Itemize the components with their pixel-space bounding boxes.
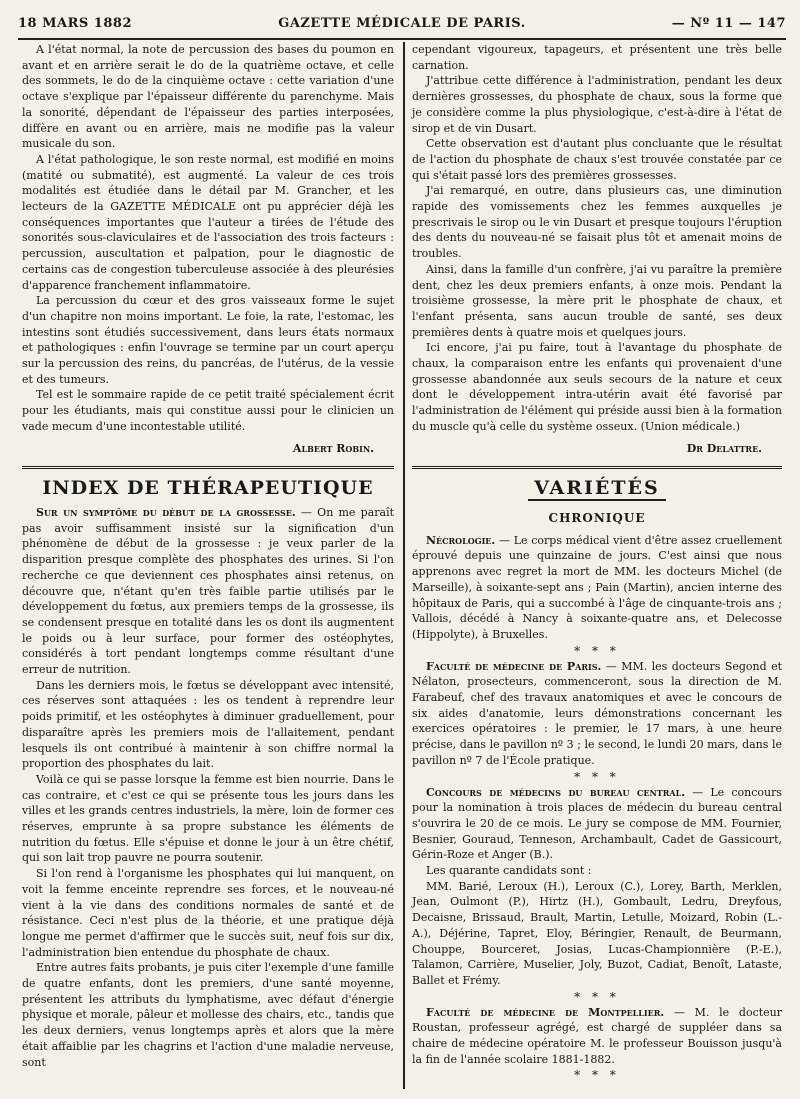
paragraph: La percussion du cœur et des gros vaisseaux forme le sujet d'un chapitre non moins important. Le foie, la rate, l'estomac, les intestins sont étudiés successivement, dans leurs états normaux et pathologiques : enfin l'ouvrage se termine par un court aperçu sur la percussion des reins, du pancréas, de l'utérus, de la vessie et des tumeurs. bbox=[22, 294, 394, 386]
item-text: — MM. les docteurs Segond et Nélaton, prosecteurs, commenceront, sous la direction de M. Farabeuf, chef des travaux anatomiques et avec le concours de six aides d'anatomie, leurs démonstrations concernant les exercices opératoires : le premier, le 17 mars, à une heure précise, dans le pavillon nº 3 ; le second, le lundi 20 mars, dans le pavillon nº 7 de l'École pratique. bbox=[412, 659, 783, 767]
varietes-heading bbox=[412, 477, 782, 501]
news-item bbox=[412, 785, 782, 864]
review-article bbox=[22, 42, 394, 456]
news-item bbox=[412, 533, 782, 643]
paragraph: J'ai remarqué, en outre, dans plusieurs cas, une diminution rapide des vomissements chez les femmes auxquelles je prescrivais le sirop ou le vin Dusart et presque toujours l'éruption des dents du nouveau-né se faisait plus tôt et amenait moins de troubles. bbox=[412, 184, 782, 261]
paragraph: Si l'on rend à l'organisme les phosphates qui lui manquent, on voit la femme enceinte reprendre ses forces, et le nouveau-né vient à la vie dans des conditions normales de santé et de résistance. Ceci n'est plus de la théorie, et une pratique déjà longue me permet d'affirmer que le succès suit, neuf fois sur dix, l'administration bien entendue du phosphate de chaux. bbox=[22, 867, 394, 959]
paragraph: Les quarante candidats sont : bbox=[426, 864, 592, 878]
paragraph: A l'état pathologique, le son reste normal, est modifié en moins (matité ou submatité), est augmenté. La valeur de ces trois modalités est étudiée dans le détail par M. Grancher, et les lecteurs de la GAZETTE MÉDICALE ont pu apprécier déjà les conséquences importantes que l'auteur a tirées de l'étude des sonorités sous-claviculaires et de l'association des trois facteurs : percussion, auscultation et palpation, pour le diagnostic de certains cas de congestion tuberculeuse associée à des pleurésies d'apparence franchement inflammatoire. bbox=[22, 152, 394, 292]
item-text: — Le corps médical vient d'être assez cruellement éprouvé depuis une quinzaine de jours. C'est ainsi que nous apprenons avec regret la mort de MM. les docteurs Michel (de Marseille), à soixante-sept ans ; Pain (Martin), ancien interne des hôpitaux de Paris, qui a succombé à l'âge de cinquante-trois ans ; Vallois, décédé à Nancy à soixante-quatre ans, et Delecosse (Hippolyte), à Bruxelles. bbox=[412, 533, 782, 641]
paragraph bbox=[22, 505, 394, 678]
paragraph: Voilà ce qui se passe lorsque la femme est bien nourrie. Dans le cas contraire, et c'est ce qui se présente tous les jours dans les villes et les grands centres industriels, la mère, loin de former ces réserves, emprunte à sa propre substance les éléments de nutrition du fœtus. Elle s'épuise et donne le jour à un être chétif, qui son lait trop pauvre ne pourra soutenir. bbox=[22, 772, 394, 865]
paragraph: J'attribue cette différence à l'administration, pendant les deux dernières grossesses, du phosphate de chaux, sous la forme que je considère comme la plus physiologique, c'est-à-dire à l'état de sirop et de vin Dusart. bbox=[412, 74, 782, 135]
header-issue: — Nº 11 — 147 bbox=[671, 16, 786, 31]
paragraph: MM. Barié, Leroux (H.), Leroux (C.), Lorey, Barth, Merklen, Jean, Oulmont (P.), Hirtz (H.), Gombault, Ledru, Dreyfous, Decaisne, Brissaud, Brault, Martin, Letulle, Moizard, Robin (L.-A.), Déjérine, Tapret, Eloy, Béringier, Renault, de Beurmann, Chouppe, Bourceret, Josias, Lucas-Championnière (P.-E.), Talamon, Carrière, Muselier, Joly, Buzot, Cadiat, Benoît, Lataste, Ballet et Frémy. bbox=[412, 879, 782, 987]
paragraph: A l'état normal, la note de percussion des bases du poumon en avant et en arrière serait le do de la quatrième octave, et celle des sommets, le do de la cinquième octave : cette variation d'une octave s'explique par l'épaisseur différente du parenchyme. Mais la sonorité, dépendant de l'épaisseur des parties interposées, diffère en avant ou en arrière, mais ne modifie pas la valeur musicale du son. bbox=[22, 43, 394, 151]
section-title: INDEX DE THÉRAPEUTIQUE bbox=[42, 477, 374, 500]
header-date: 18 MARS 1882 bbox=[18, 16, 132, 31]
signature: Albert Robin. bbox=[292, 441, 374, 455]
varietes-section bbox=[412, 477, 783, 1083]
news-item bbox=[412, 659, 782, 769]
paragraph: Entre autres faits probants, je puis citer l'exemple d'une famille de quatre enfants, dont les premiers, d'une santé moyenne, présentent les attributs du lymphatisme, avec défaut d'énergie physique et morale, pâleur et mollesse des chairs, etc., tandis que les deux derniers, venus longtemps après et alors que la mère était affaiblie par les chagrins et l'action d'une maladie nerveuse, sont bbox=[22, 961, 394, 1069]
item-label: Faculté de médecine de Montpellier. bbox=[426, 1005, 665, 1019]
section-divider bbox=[412, 466, 782, 469]
paragraph: Ici encore, j'ai pu faire, tout à l'avantage du phosphate de chaux, la comparaison entre les enfants qui provenaient d'une grossesse abandonnée aux seuls secours de la nature et ceux dont le développement intra-utérin avait été favorisé par l'administration de l'élément qui préside aussi bien à la formation du muscle qu'à celle du système osseux. (Union médicale.) bbox=[412, 341, 782, 433]
lead-label: Sur un symptôme du début de la grossesse. bbox=[36, 505, 296, 519]
header-title: GAZETTE MÉDICALE DE PARIS. bbox=[278, 16, 526, 31]
continued-article bbox=[412, 42, 782, 456]
index-section bbox=[22, 477, 395, 1070]
section-title: VARIÉTÉS bbox=[528, 481, 666, 501]
paragraph: Tel est le sommaire rapide de ce petit traité spécialement écrit pour les étudiants, mais qui constitue aussi pour le clinicien un vade mecum d'une incontestable utilité. bbox=[22, 388, 394, 433]
item-label: Nécrologie. bbox=[426, 533, 496, 547]
paragraph: cependant vigoureux, tapageurs, et présentent une très belle carnation. bbox=[412, 43, 782, 72]
paragraph: Ainsi, dans la famille d'un confrère, j'ai vu paraître la première dent, chez les deux premiers enfants, à onze mois. Pendant la troisième grossesse, la mère prit le phosphate de chaux, et l'enfant présenta, sans aucun trouble de santé, ses deux premières dents à quatre mois et quelques jours. bbox=[412, 262, 782, 339]
signature: Dr Delattre. bbox=[686, 441, 762, 455]
left-column bbox=[22, 42, 394, 1070]
paragraph-text: — On me paraît pas avoir suffisamment insisté sur la signification d'un phénomène de début de la grossesse : je veux parler de la disparition presque complète des phosphates des urines. Si l'on recherche ce que deviennent ces phosphates ainsi retenus, on découvre que, n'étant qu'en très faible partie utilisés par le développement du fœtus, aux premiers temps de la grossesse, ils se condensent presque en totalité dans les os dont ils augmentent le poids ou à leur surface, pour former des ostéophytes, considérés à tort pendant longtemps comme résultant d'une erreur de nutrition. bbox=[22, 505, 395, 677]
item-text: — M. le docteur Roustan, professeur agrégé, est chargé de suppléer dans sa chaire de médecine opératoire M. le professeur Bouisson jusqu'à la fin de l'année scolaire 1881-1882. bbox=[412, 1005, 782, 1066]
news-item bbox=[412, 1005, 782, 1068]
column-divider bbox=[403, 42, 405, 1089]
paragraph: Dans les derniers mois, le fœtus se développant avec intensité, ces réserves sont attaquées : les os tendent à reprendre leur poids primitif, et les ostéophytes à diminuer graduellement, pour disparaître après les premiers mois de l'allaitement, pendant lesquels ils ont contribué à maintenir à son chiffre normal la proportion des phosphates du lait. bbox=[22, 678, 394, 771]
paragraph: Cette observation est d'autant plus concluante que le résultat de l'action du phosphate de chaux s'est trouvée constatée par ce qui s'était passé lors des premières grossesses. bbox=[412, 137, 782, 182]
page-header bbox=[18, 10, 786, 40]
right-column bbox=[412, 42, 782, 1083]
subsection-title: CHRONIQUE bbox=[548, 510, 646, 525]
separator-stars: * * * bbox=[574, 769, 620, 784]
separator-stars: * * * bbox=[574, 989, 620, 1004]
item-label: Faculté de médecine de Paris. bbox=[426, 659, 602, 673]
section-divider bbox=[22, 466, 394, 469]
separator-stars: * * * bbox=[574, 1068, 620, 1083]
separator-stars: * * * bbox=[574, 643, 620, 658]
item-text: — Le concours pour la nomination à trois places de médecin du bureau central s'ouvrira le 20 de ce mois. Le jury se compose de MM. Fournier, Besnier, Gouraud, Tenneson, Archambault, Cadet de Gassicourt, Gérin-Roze et Anger (B.). bbox=[412, 785, 782, 862]
item-label: Concours de médecins du bureau central. bbox=[426, 785, 686, 799]
